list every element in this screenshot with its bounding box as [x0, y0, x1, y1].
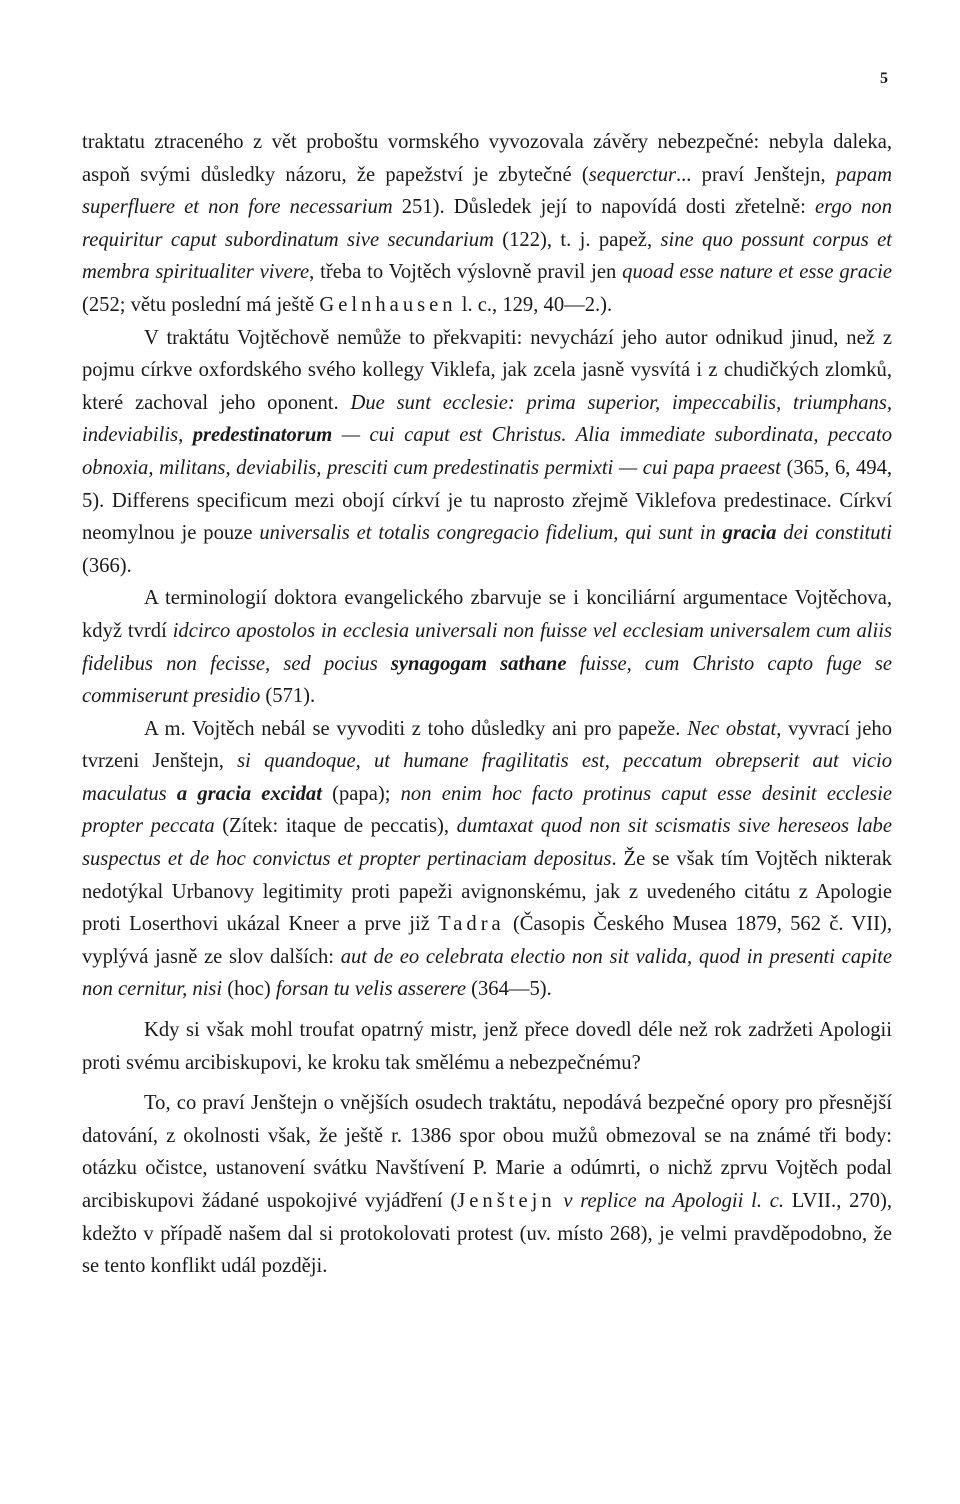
- text-segment: (Časopis Českého Musea 1879, 562 č. VII), vyplývá jasně ze slov dalších:: [82, 913, 892, 968]
- text-segment: (571).: [260, 685, 316, 708]
- text-segment: traktatu ztraceného z vět proboštu vormského vyvozovala závěry nebezpečné: nebyla daleka, aspoň svými důsledky názoru, že papežství je zbytečné (: [82, 131, 892, 186]
- text-segment: (hoc): [222, 978, 276, 1001]
- italic-text: fuisse, cum Christo capto fuge se commiserunt presidio: [82, 652, 893, 708]
- italic-text: Due sunt ecclesie: prima superior, impeccabilis, triumphans, indeviabilis,: [82, 391, 892, 447]
- emphasized-text: a gracia excidat: [176, 782, 322, 805]
- text-segment: (365, 6, 494, 5). Differens specificum mezi obojí církví je tu naprosto zřejmě Viklefova predestinace. Církví neomylnou je pouze: [82, 456, 893, 545]
- italic-text: dumtaxat quod non sit scismatis sive hereseos labe suspectus et de hoc convictus et propter pertinaciam depositus: [82, 815, 892, 871]
- spaced-name: Jenštejn: [457, 1190, 556, 1212]
- italic-text: dei constituti: [776, 522, 892, 545]
- text-segment: (122), t. j. papež,: [493, 228, 661, 251]
- text-segment: . Že se však tím Vojtěch nikterak nedotýkal Urbanovy legitimity proti papeži avignonskému, jak z uvedeného citátu z Apologie proti Loserthovi ukázal Kneer a prve již: [82, 848, 892, 936]
- paragraph: [82, 126, 892, 322]
- text-segment: To, co praví Jenštejn o vnějších osudech traktátu, nepodává bezpečné opory pro přesnější datování, z okolnosti však, že ještě r. 1386 spor obou mužů obmezoval se na známé tři body: otázku očistce, ustanovení svátku Navštívení P. Marie a odúmrti, o nichž zprvu Vojtěch podal arcibiskupovi žádané uspokojivé vyjádření (: [82, 1092, 892, 1212]
- text-segment: A terminologií doktora evangelického zbarvuje se i konciliární argumentace Vojtěchova, když tvrdí: [82, 587, 892, 642]
- italic-text: Nec obstat: [687, 717, 777, 740]
- paragraph: [82, 322, 892, 583]
- text-segment: , vyvrací jeho tvrzeni Jenštejn,: [82, 717, 893, 773]
- text-segment: V traktátu Vojtěchově nemůže to překvapiti: nevychází jeho autor odnikud jinud, než z pojmu církve oxfordského svého kollegy Viklefa, jak zcela jasně vysvítá i z chudičkých zlomků, které zachoval jeho oponent.: [82, 326, 892, 414]
- italic-text: v replice na Apologii l. c.: [555, 1190, 785, 1212]
- italic-text: non enim hoc facto protinus caput esse desinit ecclesie propter peccata: [82, 782, 893, 838]
- page-number: 5: [880, 70, 888, 87]
- text-segment: LVII., 270), kdežto v případě našem dal si protokolovati protest (uv. místo 268), je velmi pravděpodobno, že se tento konflikt udál později.: [82, 1190, 892, 1278]
- italic-text: — cui caput est Christus. Alia immediate subordinata, peccato obnoxia, militans, deviabilis, presciti cum predestinatis permixti — cui papa praeest: [82, 424, 892, 479]
- text-segment: (252; větu poslední má ještě: [82, 293, 320, 316]
- text-segment: ... praví Jenštejn,: [676, 163, 836, 186]
- text-segment: , třeba to Vojtěch výslovně pravil jen: [309, 261, 623, 284]
- text-segment: l. c., 129, 40—2.).: [456, 293, 613, 316]
- text-segment: (papa);: [321, 782, 401, 805]
- paragraph: [82, 582, 892, 712]
- italic-text: aut de eo celebrata electio non sit valida, quod in presenti capite non cernitur, nisi: [82, 945, 892, 1001]
- paragraph: [82, 1014, 892, 1079]
- italic-text: papam superfluere et non fore necessarium: [82, 163, 892, 219]
- text-segment: (366).: [82, 554, 132, 577]
- italic-text: sine quo possunt corpus et membra spiritualiter vivere: [82, 228, 892, 284]
- paragraph: [82, 1087, 892, 1283]
- italic-text: quoad esse nature et esse gracie: [622, 261, 892, 284]
- spaced-name: Tadra: [438, 913, 505, 936]
- text-segment: A m. Vojtěch nebál se vyvoditi z toho důsledky ani pro papeže.: [144, 717, 688, 740]
- italic-text: ergo non requiritur caput subordinatum sive secundarium: [82, 196, 892, 251]
- italic-text: idcirco apostolos in ecclesia universali non fuisse vel ecclesiam universalem cum aliis fidelibus non fecisse, sed pocius: [82, 619, 892, 675]
- text-segment: Kdy si však mohl troufat opatrný mistr, jenž přece dovedl déle než rok zadržeti Apologii proti svému arcibiskupovi, ke kroku tak smělému a nebezpečnému?: [82, 1019, 892, 1074]
- text-segment: 251). Důsledek její to napovídá dosti zřetelně:: [392, 196, 815, 219]
- paragraph: [82, 713, 892, 1006]
- emphasized-text: synagogam sathane: [390, 652, 567, 675]
- italic-text: si quandoque, ut humane fragilitatis est, peccatum obrepserit aut vicio maculatus: [82, 750, 892, 805]
- body-text: [82, 126, 892, 1283]
- italic-text: sequerctur: [588, 163, 676, 186]
- emphasized-text: predestinatorum: [192, 424, 333, 447]
- text-segment: (Zítek: itaque de peccatis),: [214, 815, 457, 838]
- italic-text: forsan tu velis asserere: [275, 978, 466, 1001]
- italic-text: universalis et totalis congregacio fidelium, qui sunt in: [259, 522, 723, 545]
- emphasized-text: gracia: [722, 522, 777, 545]
- spaced-name: Gelnhausen: [319, 293, 457, 316]
- text-segment: (364—5).: [466, 978, 552, 1001]
